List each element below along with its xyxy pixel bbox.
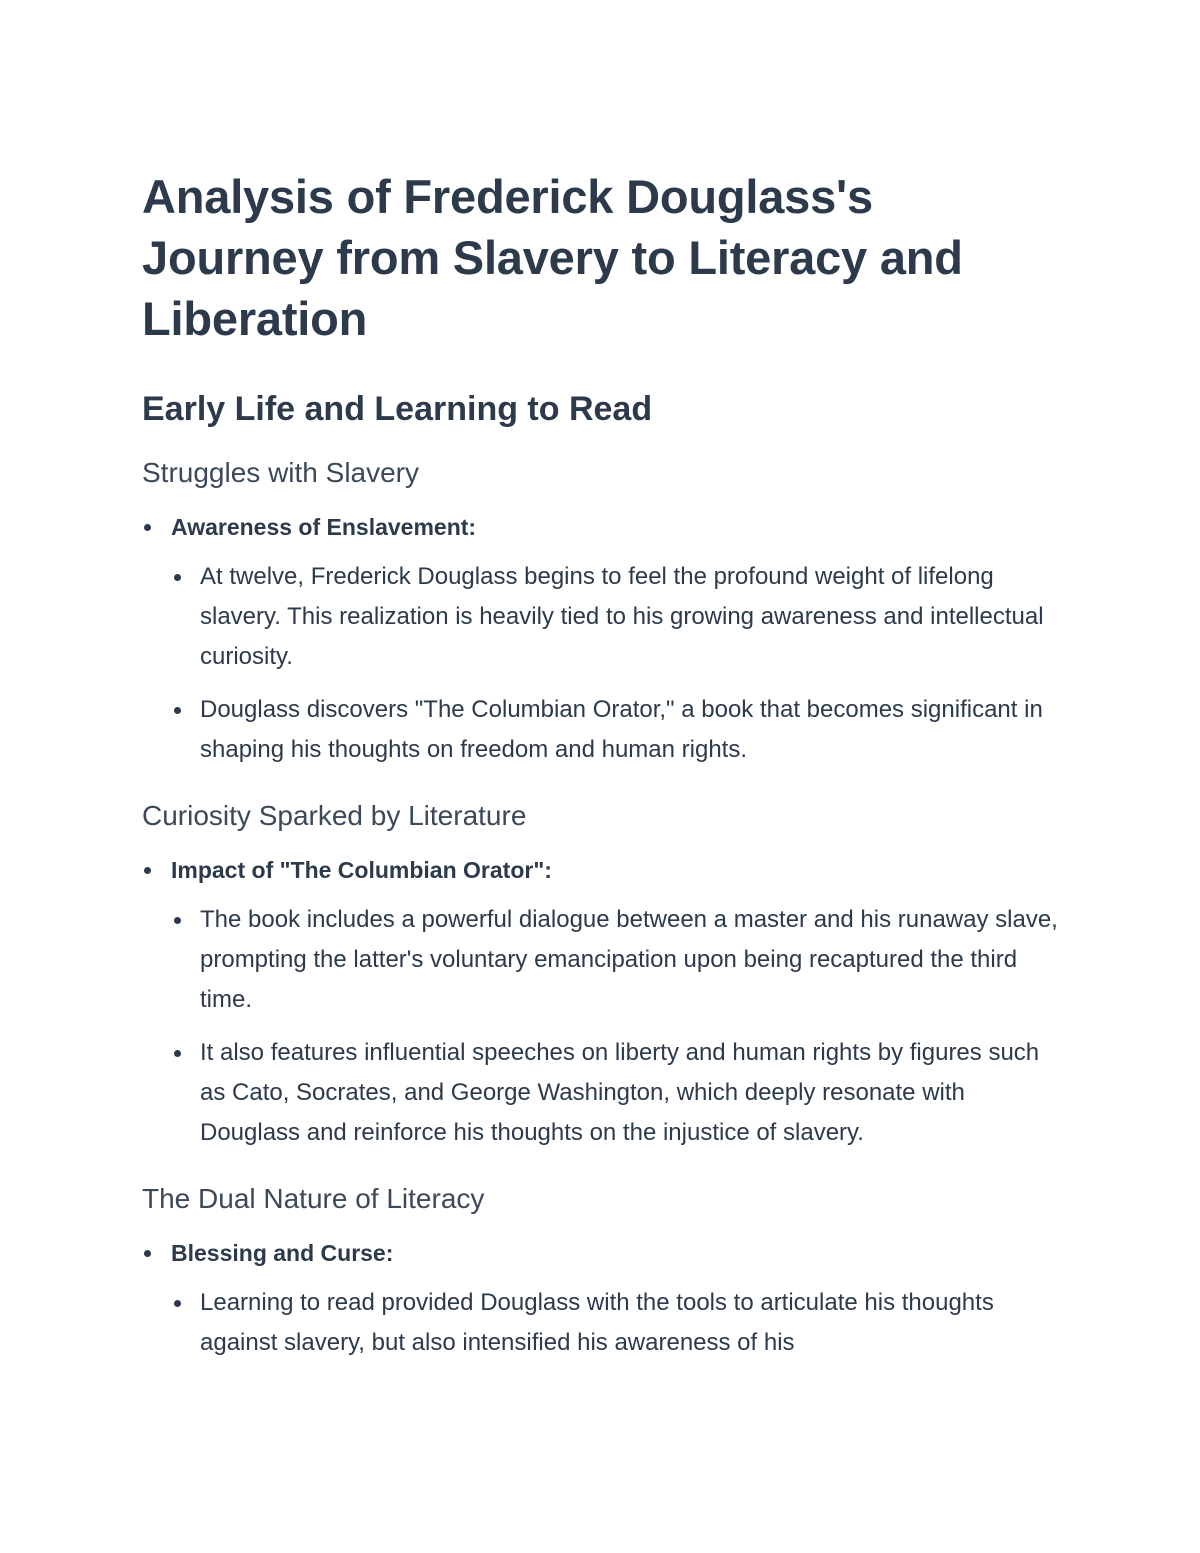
list-item: [142, 1233, 1062, 1363]
bullet-list: [142, 1233, 1062, 1363]
item-label: Blessing and Curse:: [171, 1240, 394, 1266]
sub-bullet-list: [171, 900, 1062, 1153]
sub-bullet-list: [171, 1283, 1062, 1363]
sub-list-item: [171, 1283, 1062, 1363]
sub-list-item: [171, 690, 1062, 770]
bullet-icon: [174, 574, 181, 581]
section-heading: The Dual Nature of Literacy: [142, 1183, 485, 1214]
sub-item-text: At twelve, Frederick Douglass begins to feel the profound weight of lifelong slavery. This realization is heavily tied to his growing awareness and intellectual curiosity.: [200, 563, 1044, 670]
item-label: Awareness of Enslavement:: [171, 514, 477, 540]
bullet-icon: [174, 1050, 181, 1057]
bullet-list: [142, 507, 1062, 770]
item-label: Impact of "The Columbian Orator":: [171, 857, 552, 883]
sub-item-text: Learning to read provided Douglass with the tools to articulate his thoughts against slavery, but also intensified his awareness of his: [200, 1289, 994, 1356]
section-struggles-with-slavery: [142, 455, 1062, 770]
section-heading: Struggles with Slavery: [142, 457, 420, 488]
bullet-icon: [174, 917, 181, 924]
document-page: [142, 166, 1062, 1363]
section-dual-nature-of-literacy: [142, 1181, 1062, 1363]
sub-bullet-list: [171, 557, 1062, 770]
sub-list-item: [171, 557, 1062, 677]
bullet-list: [142, 850, 1062, 1153]
chapter-heading: Early Life and Learning to Read: [142, 390, 653, 428]
list-item: [142, 507, 1062, 770]
sub-item-text: Douglass discovers "The Columbian Orator," a book that becomes significant in shaping his thoughts on freedom and human rights.: [200, 696, 1043, 763]
bullet-icon: [144, 1250, 151, 1257]
bullet-icon: [144, 524, 151, 531]
sub-item-text: The book includes a powerful dialogue between a master and his runaway slave, prompting the latter's voluntary emancipation upon being recaptured the third time.: [200, 906, 1058, 1013]
sub-list-item: [171, 1033, 1062, 1153]
bullet-icon: [174, 707, 181, 714]
list-item: [142, 850, 1062, 1153]
sub-list-item: [171, 900, 1062, 1020]
section-curiosity-sparked-by-literature: [142, 798, 1062, 1153]
section-heading: Curiosity Sparked by Literature: [142, 800, 527, 831]
sub-item-text: It also features influential speeches on liberty and human rights by figures such as Cato, Socrates, and George Washington, which deeply resonate with Douglass and reinforce his thoughts on the injustice of slavery.: [200, 1039, 1040, 1146]
bullet-icon: [174, 1300, 181, 1307]
document-title: Analysis of Frederick Douglass's Journey from Slavery to Literacy and Liberation: [142, 170, 963, 345]
bullet-icon: [144, 867, 151, 874]
